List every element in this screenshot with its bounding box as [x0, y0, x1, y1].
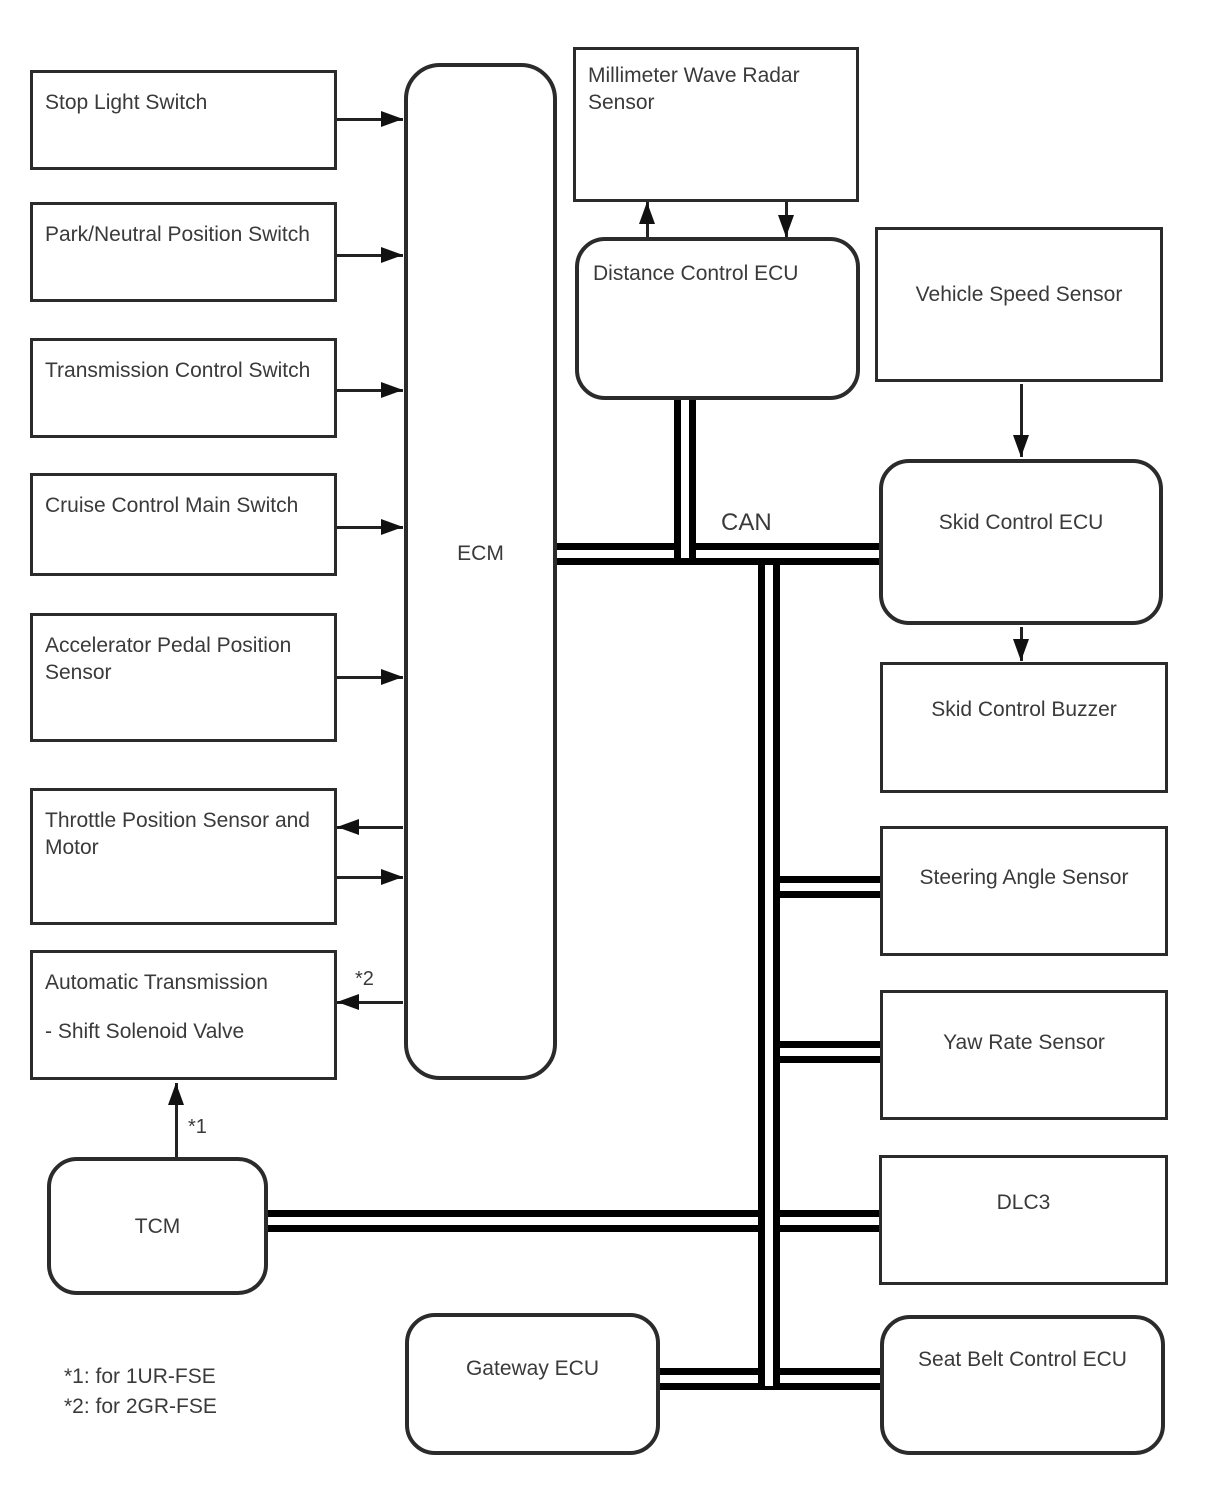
node-label: Stop Light Switch	[45, 91, 208, 114]
node-label: Seat Belt Control ECU	[918, 1347, 1127, 1371]
node-label: Yaw Rate Sensor	[943, 1030, 1105, 1054]
arrow-head-down-icon	[778, 215, 794, 237]
node-label: Gateway ECU	[465, 1356, 600, 1380]
arrow-head-up-icon	[639, 202, 655, 224]
node-gateway-ecu	[405, 1313, 660, 1455]
node-skid-control-buzzer	[880, 662, 1168, 793]
footnote-2: *2: for 2GR-FSE	[64, 1395, 217, 1418]
node-vehicle-speed-sensor	[875, 227, 1163, 382]
arrow-accelerator-to-ecm	[337, 669, 403, 685]
arrow-head-right-icon	[381, 869, 403, 885]
footnote-1: *1: for 1UR-FSE	[64, 1365, 216, 1388]
node-steering-angle-sensor	[880, 826, 1168, 956]
can-bus-distance-drop	[674, 398, 696, 558]
node-label: Millimeter Wave Radar Sensor	[588, 64, 800, 114]
node-label: Distance Control ECU	[593, 262, 799, 285]
footnotes	[64, 1362, 217, 1422]
arrow-head-down-icon	[1013, 435, 1029, 457]
arrow-stop-light-to-ecm	[337, 111, 403, 127]
node-accelerator-pedal-position-sensor	[30, 613, 337, 742]
node-distance-control-ecu	[575, 237, 860, 400]
arrow-vss-to-skid-ecu	[1013, 384, 1029, 457]
node-millimeter-wave-radar-sensor	[573, 47, 859, 202]
arrow-head-left-icon	[337, 994, 359, 1010]
arrow-head-right-icon	[381, 382, 403, 398]
can-bus-label: CAN	[721, 509, 772, 536]
arrow-head-right-icon	[381, 669, 403, 685]
arrow-park-neutral-to-ecm	[337, 247, 403, 263]
arrow-ecm-to-automatic-transmission	[337, 994, 403, 1010]
node-label: Park/Neutral Position Switch	[45, 223, 310, 246]
arrow-head-right-icon	[381, 519, 403, 535]
arrow-skid-ecu-to-buzzer	[1013, 627, 1029, 661]
node-label: Throttle Position Sensor and Motor	[45, 809, 310, 859]
arrow-throttle-to-ecm	[337, 869, 403, 885]
node-label: Transmission Control Switch	[45, 359, 311, 382]
arrow-head-right-icon	[381, 247, 403, 263]
arrow-transmission-to-ecm	[337, 382, 403, 398]
node-park-neutral-position-switch	[30, 202, 337, 302]
node-label: Accelerator Pedal Position Sensor	[45, 634, 292, 684]
node-label: Cruise Control Main Switch	[45, 494, 299, 517]
node-cruise-control-main-switch	[30, 473, 337, 576]
node-label-line1: Automatic Transmission	[45, 971, 268, 994]
can-bus-main	[555, 543, 881, 565]
node-dlc3	[879, 1155, 1168, 1285]
arrow-cruise-to-ecm	[337, 519, 403, 535]
node-seat-belt-control-ecu	[880, 1315, 1165, 1455]
arrow-tcm-to-automatic-transmission	[168, 1083, 184, 1157]
arrow-head-down-icon	[1013, 639, 1029, 661]
node-label: Skid Control Buzzer	[931, 698, 1117, 721]
node-label-line2: - Shift Solenoid Valve	[45, 1020, 245, 1043]
node-transmission-control-switch	[30, 338, 337, 438]
node-stop-light-switch	[30, 70, 337, 170]
node-skid-control-ecu	[879, 459, 1163, 625]
node-label: Skid Control ECU	[938, 510, 1104, 534]
arrow-head-up-icon	[168, 1083, 184, 1105]
can-bus-trunk	[758, 543, 780, 1386]
node-label: Steering Angle Sensor	[919, 865, 1129, 889]
arrow-head-right-icon	[381, 111, 403, 127]
arrow-ecm-to-throttle	[337, 819, 403, 835]
node-ecm	[404, 63, 557, 1080]
arrow-head-left-icon	[337, 819, 359, 835]
node-yaw-rate-sensor	[880, 990, 1168, 1120]
node-throttle-position-sensor-and-motor	[30, 788, 337, 925]
node-label: ECM	[457, 542, 504, 565]
node-tcm	[47, 1157, 268, 1295]
node-label: Vehicle Speed Sensor	[915, 283, 1123, 306]
node-label: DLC3	[996, 1190, 1051, 1214]
can-bus-tcm-dlc3-line	[264, 1210, 882, 1232]
node-automatic-transmission	[30, 950, 337, 1080]
ref-2-label: *2	[355, 968, 374, 990]
node-label: TCM	[134, 1214, 181, 1238]
ref-1-label: *1	[188, 1116, 207, 1138]
arrow-distance-to-radar	[639, 202, 655, 237]
arrow-radar-to-distance	[778, 202, 794, 237]
